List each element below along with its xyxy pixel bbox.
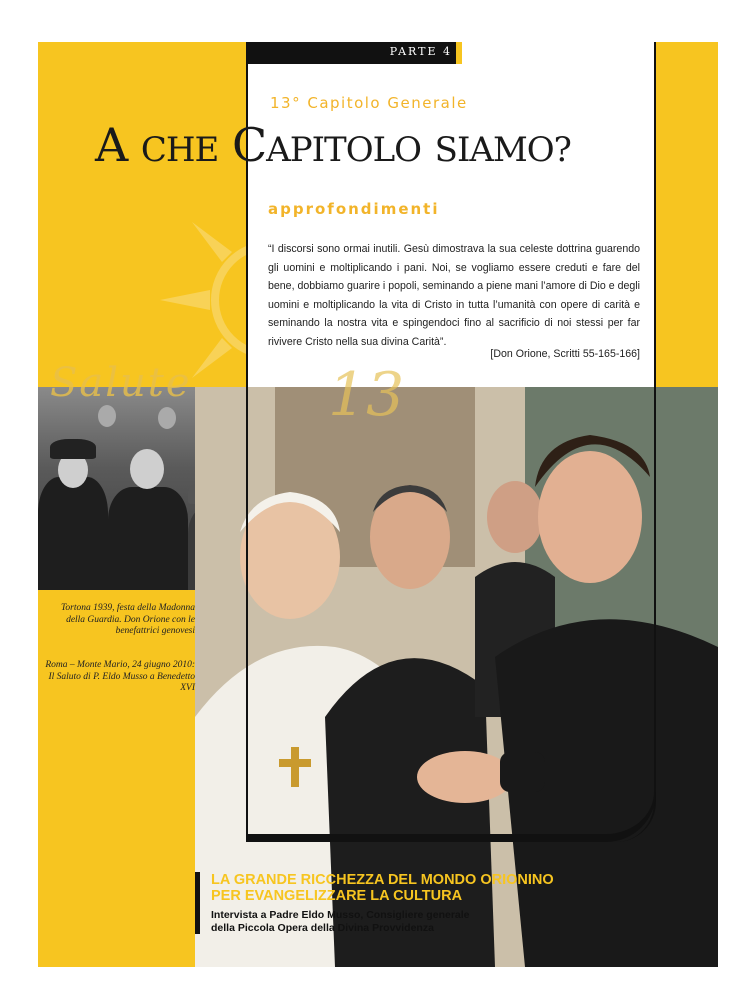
part-label: PARTE 4 [389,45,452,58]
article-title-line: PER EVANGELIZZARE LA CULTURA [211,888,463,904]
article-subtitle [211,909,631,935]
photo-face [98,405,116,427]
photo-caption-monte-mario: Roma – Monte Mario, 24 giugno 2010: Il Saluto di P. Eldo Musso a Benedetto XVI [45,660,195,693]
watermark-script-text: Salute [50,360,192,406]
article-title-line: LA GRANDE RICCHEZZA DEL MONDO ORIONINO [211,872,554,888]
title-word-che: CHE [140,130,219,170]
page-frame-bottom [246,792,656,842]
article-subtitle-line: Intervista a Padre Eldo Musso, Consigliere generale [211,909,470,921]
watermark-number: 13 [328,360,405,430]
part-bar-accent [456,42,462,64]
yellow-block-right [655,42,718,387]
section-label: approfondimenti [268,200,440,218]
article-accent-bar [195,872,200,934]
page-title [95,118,655,172]
title-word-a: A [95,118,128,172]
title-word-apitolo: APITOLO [266,130,422,170]
quote-source: [Don Orione, Scritti 55-165-166] [490,348,640,360]
yellow-block-bottom-left [38,590,195,967]
photo-face [158,407,176,429]
photo-hat [50,439,96,459]
title-initial-c: C [231,118,267,172]
photo-figure [108,487,188,590]
title-word-siamo: SIAMO? [434,130,571,170]
photo-face [130,449,164,489]
quote-text: “I discorsi sono ormai inutili. Gesù dimostrava la sua celeste dottrina guarendo gli uomini e moltiplicando i pani. Noi, se vogliamo essere creduti e fare del bene, dobbiamo guarire i popoli, seminando a piene mani l’amore di Dio e degli uomini e moltiplicando la vita di Cristo in tutta l’umanità con opere di carità e seminando la nostra vita e spingendoci fino al sacrificio di noi stessi per far rivivere Cristo nella sua divina Carità”. [268,243,640,348]
supertitle: 13° Capitolo Generale [270,94,468,112]
photo-caption-tortona: Tortona 1939, festa della Madonna della Guardia. Don Orione con le benefattrici genovesi [61,603,195,636]
photo-figure [38,477,108,590]
article-title [211,872,631,904]
article-subtitle-line: della Piccola Opera della Divina Provvidenza [211,922,434,934]
